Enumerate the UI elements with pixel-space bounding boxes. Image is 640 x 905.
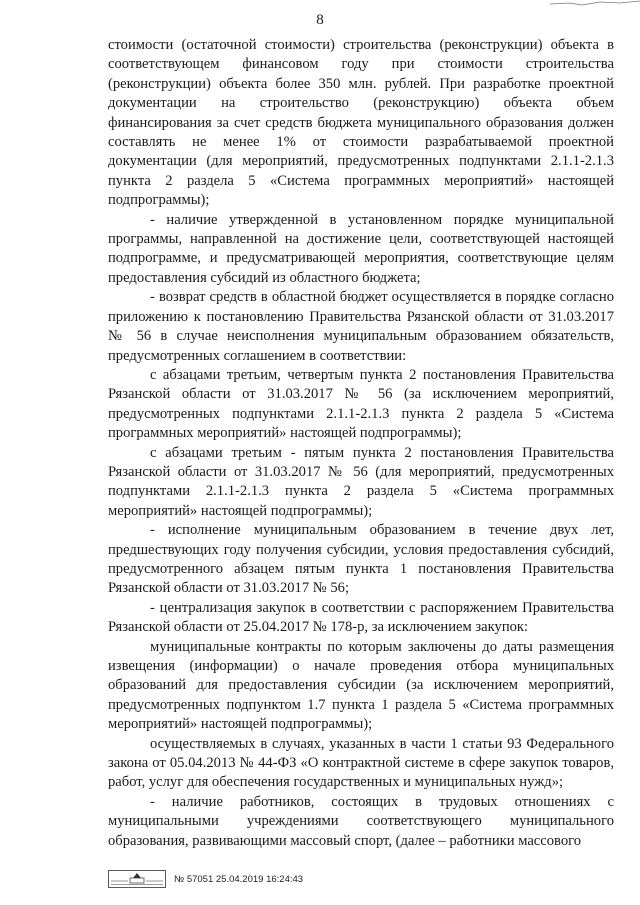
paragraph: стоимости (остаточной стоимости) строительства (реконструкции) объекта в соответствующем финансовом году при стоимости строительства (реконструкции) объекта более 350 млн. рублей. При разработке проектной документации на строительство (реконструкцию) объекта объем финансирования за счет средств бюджета муниципального образования должен составлять не менее 1% от стоимости разрабатываемой проектной документации (для мероприятий, предусмотренных подпунктами 2.1.1-2.1.3 пункта 2 раздела 5 «Система программных мероприятий» настоящей подпрограммы); <box>108 37 614 209</box>
paragraph: - централизация закупок в соответствии с распоряжением Правительства Рязанской области от 25.04.2017 № 178-р, за исключением закупок: <box>108 599 614 636</box>
paragraph: с абзацами третьим - пятым пункта 2 постановления Правительства Рязанской области от 31.03.2017 № 56 (для мероприятий, предусмотренных подпунктами 2.1.1-2.1.3 пункта 2 раздела 5 «Система программных мероприятий» настоящей подпрограммы); <box>108 444 614 519</box>
registration-seal-icon <box>108 870 166 888</box>
document-footer <box>108 868 303 890</box>
paragraph: с абзацами третьим, четвертым пункта 2 постановления Правительства Рязанской области от 31.03.2017 № 56 (за исключением мероприятий, предусмотренных подпунктами 2.1.1-2.1.3 пункта 2 раздела 5 «Система программных мероприятий» настоящей подпрограммы); <box>108 366 614 442</box>
paragraph: осуществляемых в случаях, указанных в части 1 статьи 93 Федерального закона от 05.04.2013 № 44-ФЗ «О контрактной системе в сфере закупок товаров, работ, услуг для обеспечения государственных и муниципальных нужд»; <box>108 735 614 791</box>
paragraph: муниципальные контракты по которым заключены до даты размещения извещения (информации) о начале проведения отбора муниципальных образований для предоставления субсидии (за исключением мероприятий, предусмотренных подпунктом 1.7 пункта 1 раздела 5 «Система программных мероприятий» настоящей подпрограммы); <box>108 638 614 733</box>
paragraph: - наличие утвержденной в установленном порядке муниципальной программы, направленной на достижение цели, соответствующей настоящей подпрограмме, и предусматривающей мероприятия, соответствующие целям предоставления субсидий из областного бюджета; <box>108 211 614 286</box>
scan-artifact <box>550 0 640 6</box>
paragraph: - возврат средств в областной бюджет осуществляется в порядке согласно приложению к постановлению Правительства Рязанской области от 31.03.2017 № 56 в случае неисполнения муниципальным образованием обязательств, предусмотренных соглашением в соответствии: <box>108 289 614 364</box>
page-number: 8 <box>316 12 324 28</box>
document-body <box>108 36 614 851</box>
registration-stamp: № 57051 25.04.2019 16:24:43 <box>174 873 304 885</box>
paragraph: - наличие работников, состоящих в трудовых отношениях с муниципальными учреждениями соответствующего муниципального образования, развивающими массовый спорт, (далее – работники массового <box>108 793 614 849</box>
paragraph: - исполнение муниципальным образованием в течение двух лет, предшествующих году получения субсидии, условия предоставления субсидий, предусмотренного абзацем пятым пункта 1 постановления Правительства Рязанской области от 31.03.2017 № 56; <box>108 522 614 597</box>
